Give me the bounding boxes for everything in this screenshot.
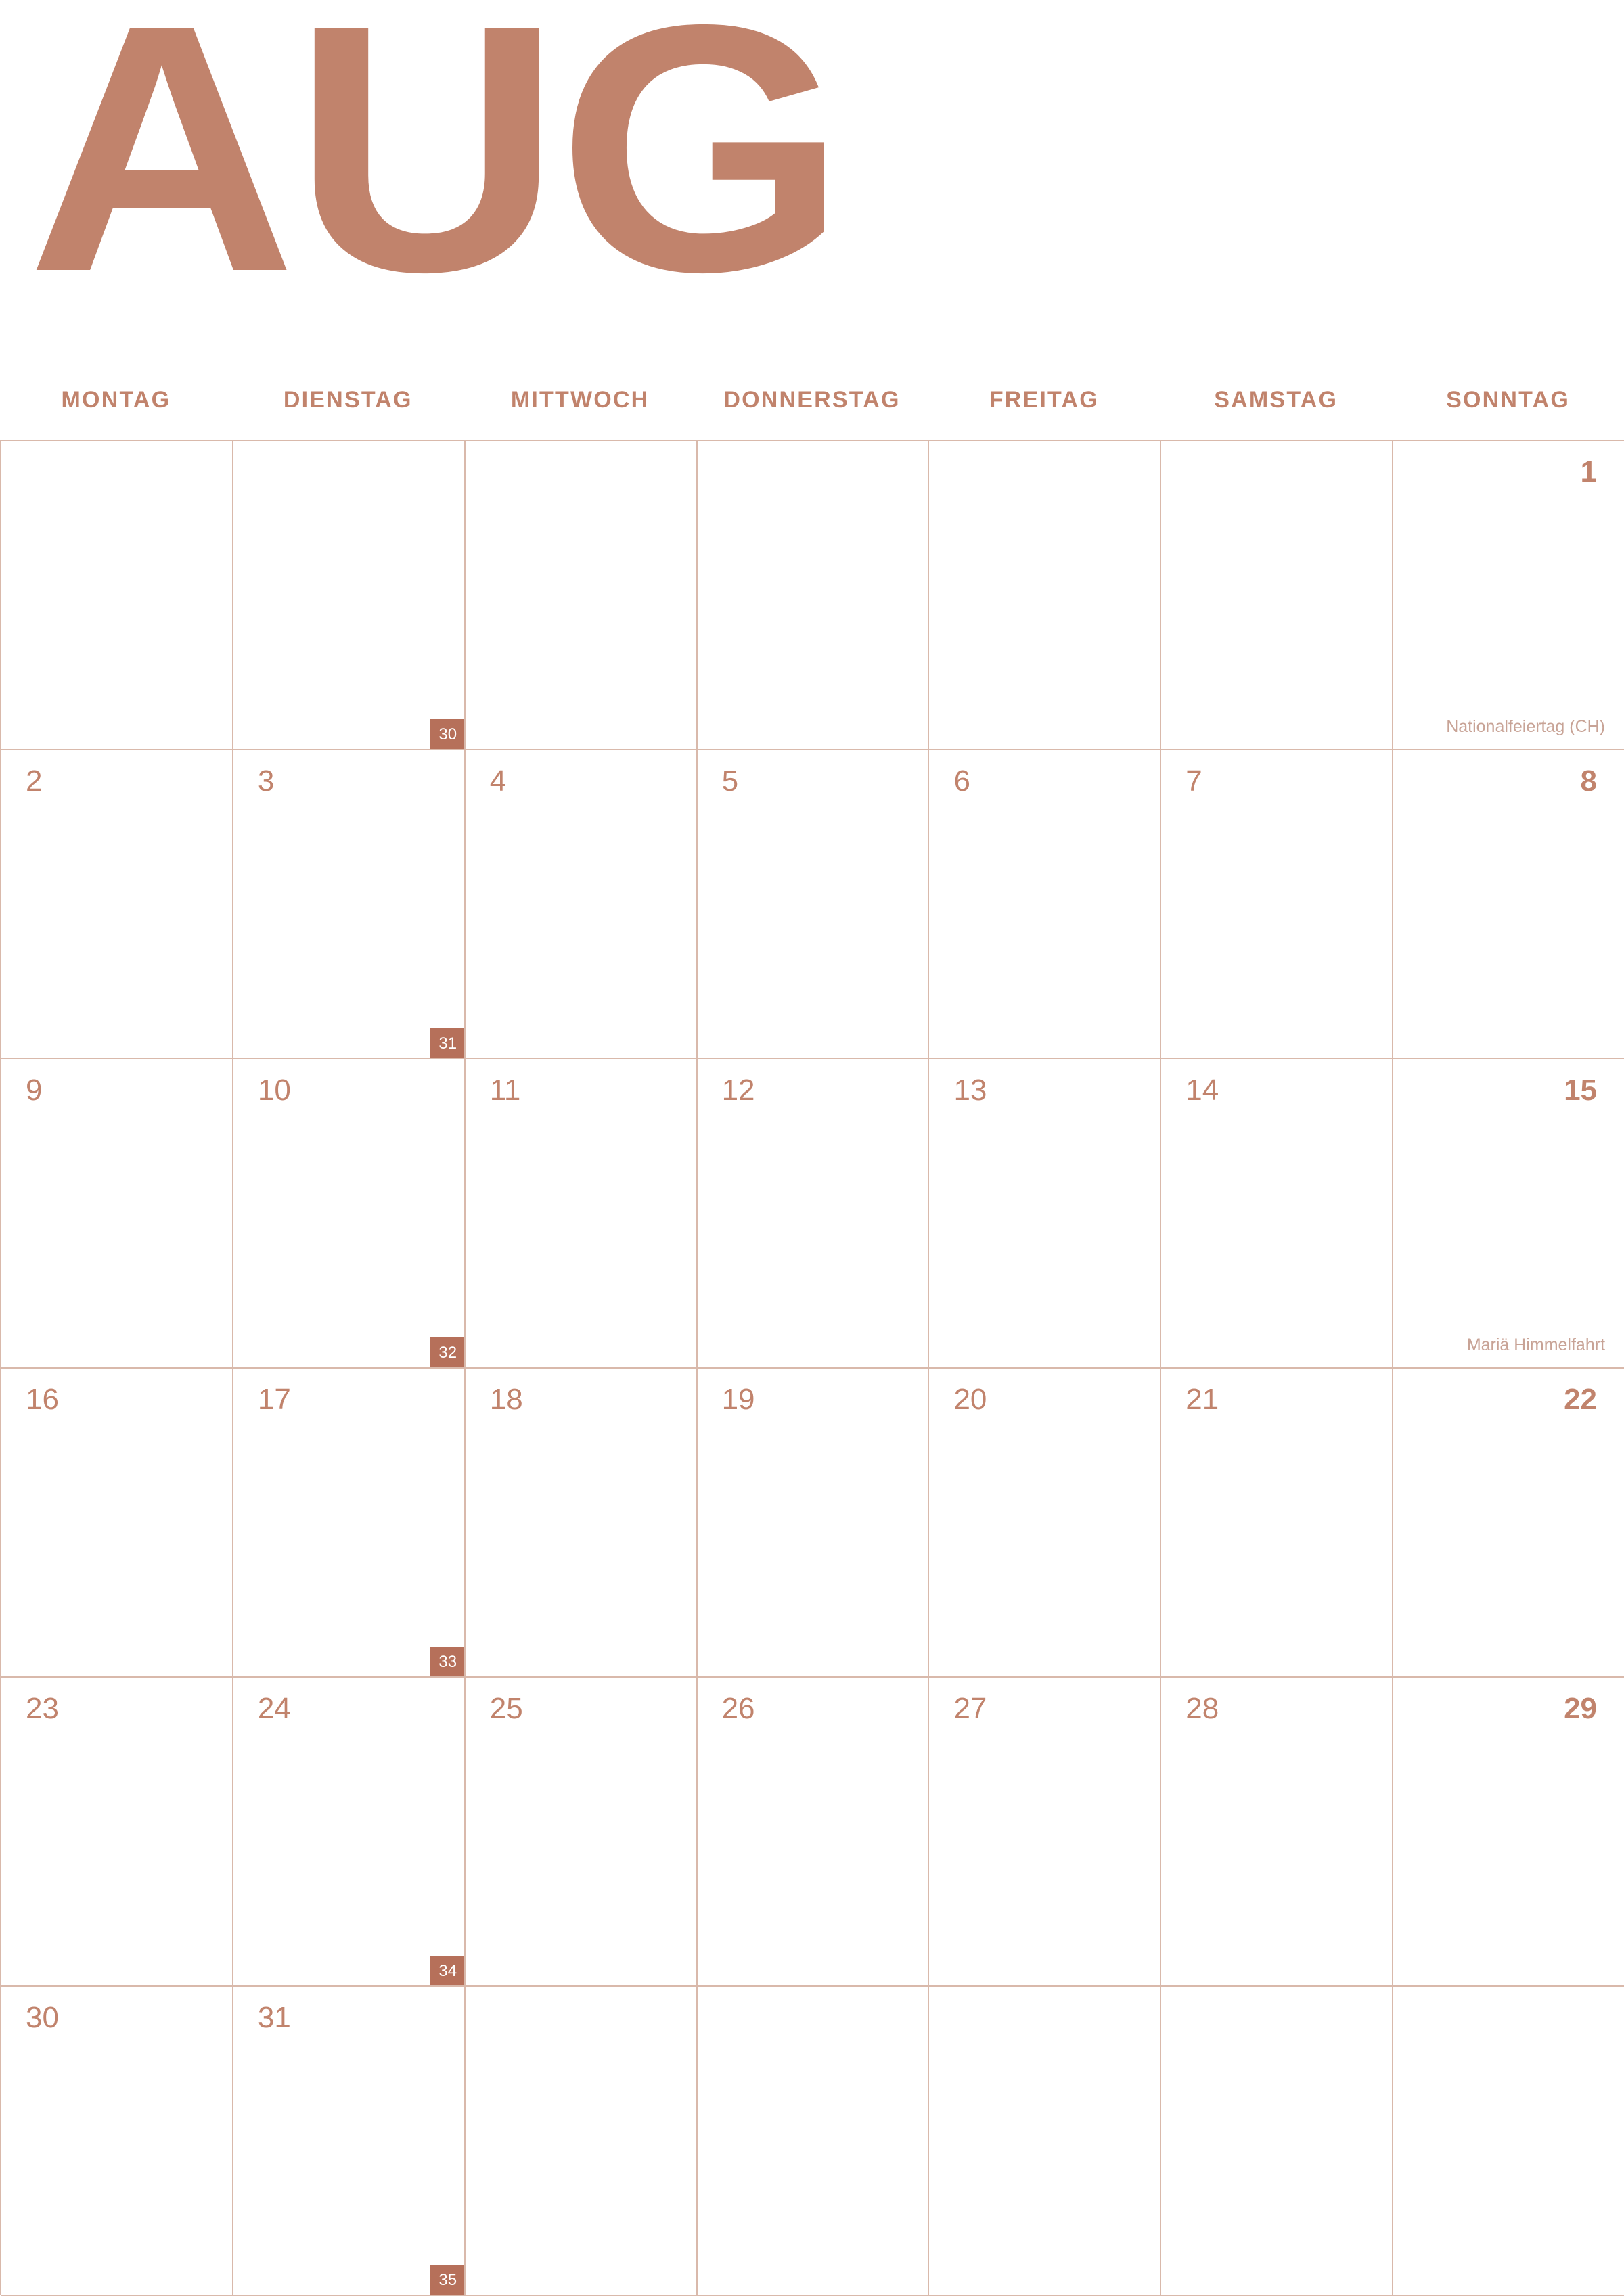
calendar-week-row [1,1987,1624,2296]
day-cell[interactable] [233,1987,466,2296]
holiday-label: Nationalfeiertag (CH) [1446,717,1606,736]
calendar-week-row [1,1678,1624,1987]
weekday-header-montag: MONTAG [61,387,171,413]
day-number: 21 [1186,1383,1219,1416]
day-cell[interactable] [1161,1369,1393,1678]
day-number: 1 [1580,455,1598,488]
day-cell[interactable] [929,750,1161,1059]
day-cell[interactable] [466,1369,698,1678]
day-cell[interactable] [698,750,930,1059]
day-cell[interactable] [1161,1678,1393,1987]
day-number: 6 [953,764,970,798]
weekday-header-sonntag: SONNTAG [1446,387,1571,413]
day-cell[interactable] [1161,1059,1393,1369]
weekday-header-dienstag: DIENSTAG [283,387,413,413]
week-number-badge: 35 [430,2265,466,2296]
day-number: 15 [1564,1074,1598,1107]
holiday-label: Mariä Himmelfahrt [1466,1335,1606,1354]
day-cell-empty [698,441,930,750]
day-cell[interactable] [698,1678,930,1987]
day-number: 25 [489,1692,523,1725]
day-number: 7 [1186,764,1202,798]
day-number: 11 [489,1074,521,1107]
day-cell[interactable] [1393,441,1624,750]
day-cell[interactable] [1,1678,233,1987]
day-cell-empty [466,441,698,750]
day-cell-empty [233,441,466,750]
day-cell[interactable] [1393,750,1624,1059]
day-number: 16 [26,1383,59,1416]
day-number: 22 [1564,1383,1598,1416]
day-cell[interactable] [1393,1678,1624,1987]
month-title: AUG [27,0,843,345]
day-cell-empty [929,1987,1161,2296]
day-cell[interactable] [466,1678,698,1987]
day-number: 29 [1564,1692,1598,1725]
weekday-header-row [0,384,1624,430]
day-cell[interactable] [1393,1369,1624,1678]
day-number: 24 [257,1692,291,1725]
day-number: 8 [1580,764,1598,798]
weekday-header-donnerstag: DONNERSTAG [723,387,901,413]
calendar-grid [0,440,1624,2295]
day-number: 31 [257,2001,291,2034]
day-cell[interactable] [1393,1059,1624,1369]
day-number: 3 [257,764,275,798]
day-number: 4 [489,764,507,798]
day-number: 27 [953,1692,987,1725]
day-number: 30 [26,2001,59,2034]
day-number: 14 [1186,1074,1219,1107]
day-number: 12 [721,1074,755,1107]
weekday-header-samstag: SAMSTAG [1214,387,1338,413]
day-cell-empty [1161,1987,1393,2296]
day-number: 13 [953,1074,987,1107]
day-number: 28 [1186,1692,1219,1725]
day-cell[interactable] [929,1059,1161,1369]
day-cell[interactable] [233,1678,466,1987]
day-number: 23 [26,1692,59,1725]
day-cell-empty [1161,441,1393,750]
day-cell-empty [698,1987,930,2296]
day-number: 26 [721,1692,755,1725]
calendar-week-row [1,441,1624,750]
day-number: 19 [721,1383,755,1416]
day-cell[interactable] [929,1678,1161,1987]
weekday-header-freitag: FREITAG [989,387,1099,413]
day-cell[interactable] [233,750,466,1059]
day-cell[interactable] [1,1987,233,2296]
day-number: 5 [721,764,739,798]
day-cell-empty [1393,1987,1624,2296]
week-number-badge: 31 [430,1028,466,1059]
day-number: 18 [489,1383,523,1416]
month-title-container [0,0,1624,384]
day-cell[interactable] [698,1059,930,1369]
day-cell[interactable] [1,1059,233,1369]
day-cell[interactable] [466,1059,698,1369]
day-cell[interactable] [698,1369,930,1678]
day-cell[interactable] [233,1059,466,1369]
day-cell[interactable] [929,1369,1161,1678]
day-number: 9 [26,1074,43,1107]
day-cell-empty [1,441,233,750]
day-cell[interactable] [466,750,698,1059]
day-number: 17 [257,1383,291,1416]
calendar-week-row [1,1369,1624,1678]
day-cell-empty [466,1987,698,2296]
day-cell[interactable] [1,750,233,1059]
day-number: 2 [26,764,43,798]
calendar-week-row [1,750,1624,1059]
day-number: 10 [257,1074,291,1107]
week-number-badge: 30 [430,719,466,750]
week-number-badge: 34 [430,1956,466,1987]
day-cell[interactable] [1161,750,1393,1059]
day-cell[interactable] [233,1369,466,1678]
calendar-week-row [1,1059,1624,1369]
day-cell[interactable] [1,1369,233,1678]
weekday-header-mittwoch: MITTWOCH [510,387,650,413]
day-cell-empty [929,441,1161,750]
week-number-badge: 32 [430,1337,466,1369]
week-number-badge: 33 [430,1647,466,1678]
day-number: 20 [953,1383,987,1416]
